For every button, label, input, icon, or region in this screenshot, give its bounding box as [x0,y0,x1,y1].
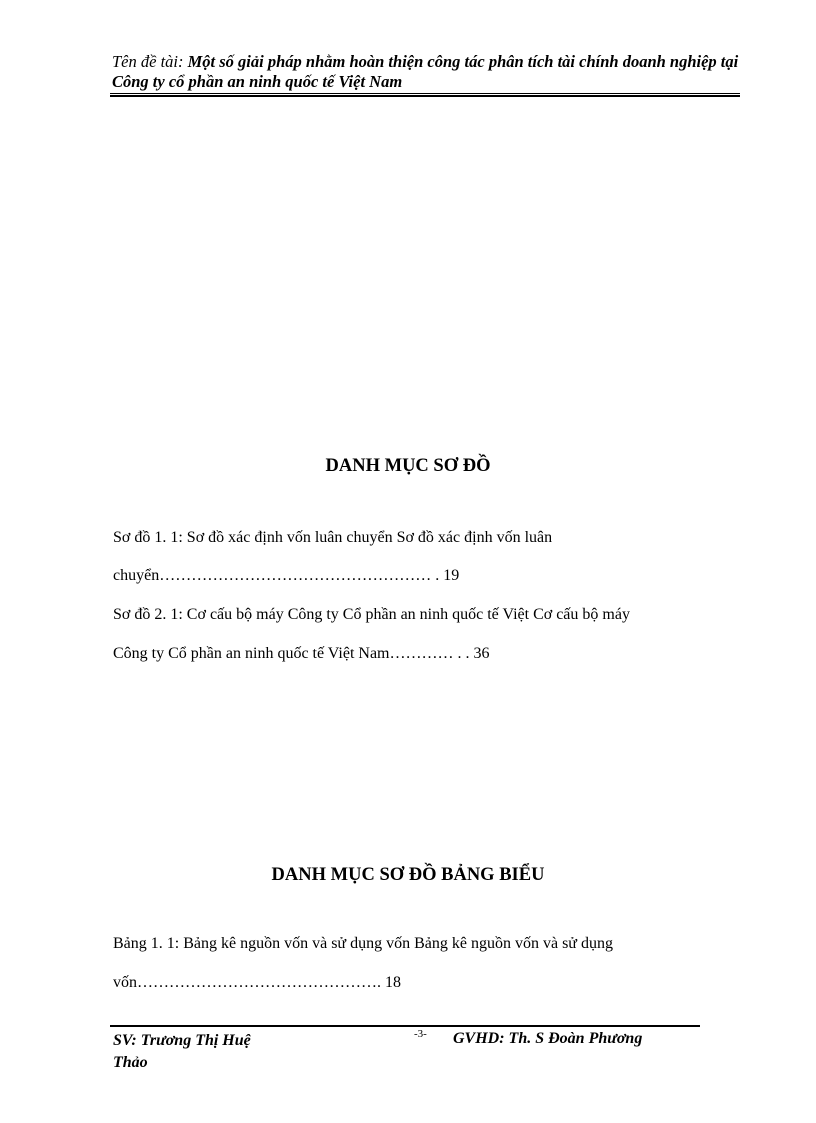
diagram-entry-line: Công ty Cổ phần an ninh quốc tế Việt Nam………… . . 36 [113,645,490,662]
table-entry-line: vốn………………………………………. 18 [113,974,401,991]
topic-prefix: Tên đề tài: [112,52,188,71]
table-entry-line: Bảng 1. 1: Bảng kê nguồn vốn và sử dụng vốn Bảng kê nguồn vốn và sử dụng [113,935,613,952]
diagram-entry-line: Sơ đồ 2. 1: Cơ cấu bộ máy Công ty Cổ phần an ninh quốc tế Việt Cơ cấu bộ máy [113,606,630,623]
header-divider-thick [110,95,740,97]
topic-title: Một số giải pháp nhằm hoàn thiện công tác phân tích tài chính doanh nghiệp tại Công ty cổ phần an ninh quốc tế Việt Nam [112,52,739,91]
footer-student: SV: Trương Thị Huệ Thảo [113,1032,251,1071]
diagram-entry-line: Sơ đồ 1. 1: Sơ đồ xác định vốn luân chuyển Sơ đồ xác định vốn luân [113,529,553,546]
diagram-list-title: DANH MỤC SƠ ĐỒ [325,456,491,476]
diagram-entry-line: chuyển…………………………………………… . 19 [113,567,460,584]
header-divider [110,93,740,94]
footer-divider [110,1025,700,1027]
footer-advisor: GVHD: Th. S Đoàn Phương [453,1030,643,1047]
page-number: -3- [414,1028,427,1040]
table-list-title: DANH MỤC SƠ ĐỒ BẢNG BIỂU [271,865,545,885]
document-header [112,52,742,92]
